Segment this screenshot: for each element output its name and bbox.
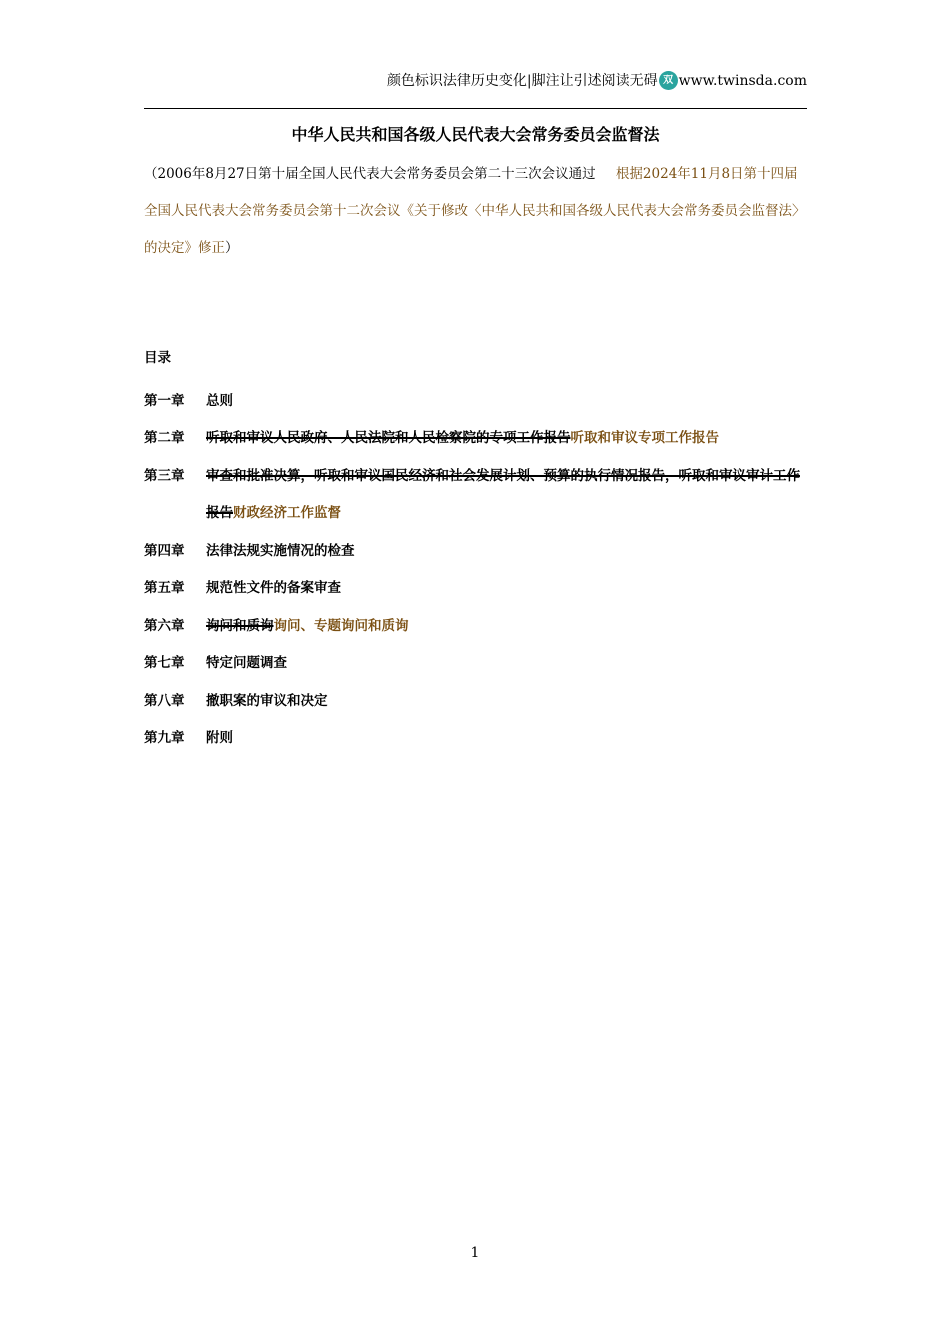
- chapter-title: [206, 458, 807, 533]
- chapter-title: [206, 533, 807, 571]
- table-of-contents: [144, 345, 807, 758]
- toc-label: 目录: [144, 350, 171, 366]
- toc-chapter-item[interactable]: [144, 720, 807, 758]
- chapter-number: 第四章: [144, 542, 185, 559]
- toc-chapter-item[interactable]: [144, 570, 807, 608]
- page-header: [144, 70, 807, 92]
- chapter-title: [206, 383, 807, 421]
- chapter-number: 第二章: [144, 430, 185, 446]
- toc-chapter-item[interactable]: [144, 383, 807, 421]
- deleted-chapter-title: 听取和审议人民政府、人民法院和人民检察院的专项工作报告: [206, 430, 571, 446]
- header-divider: [144, 108, 807, 109]
- chapter-title-text: 总则: [206, 392, 233, 409]
- toc-chapter-item[interactable]: [144, 533, 807, 571]
- chapter-title: [206, 645, 807, 683]
- deleted-chapter-title: 审查和批准决算，听取和审议国民经济和社会发展计划、预算的执行情况报告，听取和审议审计工作报告: [206, 467, 800, 521]
- chapter-title: [206, 570, 807, 608]
- chapter-title: [206, 420, 807, 458]
- twinsda-logo-icon: 双: [659, 71, 678, 90]
- chapter-title-text: 撤职案的审议和决定: [206, 692, 328, 709]
- chapter-number: 第五章: [144, 580, 185, 596]
- toc-chapter-item[interactable]: [144, 608, 807, 646]
- page-number: 1: [470, 1245, 480, 1261]
- amended-chapter-title: 询问、专题询问和质询: [273, 617, 409, 634]
- deleted-chapter-title: 询问和质询: [206, 617, 274, 634]
- chapter-number: 第一章: [144, 392, 185, 409]
- chapter-number: 第六章: [144, 617, 185, 634]
- toc-chapter-item[interactable]: [144, 645, 807, 683]
- subtitle-close-paren: ）: [225, 240, 239, 256]
- amended-chapter-title: 听取和审议专项工作报告: [570, 430, 719, 446]
- chapter-title: [206, 720, 807, 758]
- chapter-number: 第三章: [144, 467, 185, 484]
- chapter-number: 第七章: [144, 655, 185, 671]
- subtitle-original-adoption: （2006年8月27日第十届全国人民代表大会常务委员会第二十三次会议通过: [144, 166, 596, 182]
- subtitle-amendment-note: 根据2024年11月8日第十四届全国人民代表大会常务委员会第十二次会议《关于修改〈中华人民共和国各级人民代表大会常务委员会监督法〉的决定》修正: [144, 166, 806, 256]
- amended-chapter-title: 财政经济工作监督: [233, 505, 341, 521]
- chapter-title-text: 附则: [206, 730, 233, 746]
- chapter-number: 第九章: [144, 730, 185, 746]
- document-subtitle: [144, 156, 807, 267]
- chapter-title-text: 规范性文件的备案审查: [206, 580, 341, 596]
- toc-chapter-list: [144, 383, 807, 758]
- chapter-number: 第八章: [144, 692, 185, 709]
- toc-chapter-item[interactable]: [144, 683, 807, 721]
- header-site-url[interactable]: www.twinsda.com: [678, 73, 807, 89]
- header-site-text: 颜色标识法律历史变化|脚注让引述阅读无碍: [386, 73, 658, 89]
- chapter-title-text: 特定问题调查: [206, 655, 287, 671]
- chapter-title: [206, 608, 807, 646]
- toc-chapter-item[interactable]: [144, 458, 807, 533]
- document-title: 中华人民共和国各级人民代表大会常务委员会监督法: [291, 125, 660, 144]
- chapter-title-text: 法律法规实施情况的检查: [206, 542, 355, 559]
- chapter-title: [206, 683, 807, 721]
- toc-chapter-item[interactable]: [144, 420, 807, 458]
